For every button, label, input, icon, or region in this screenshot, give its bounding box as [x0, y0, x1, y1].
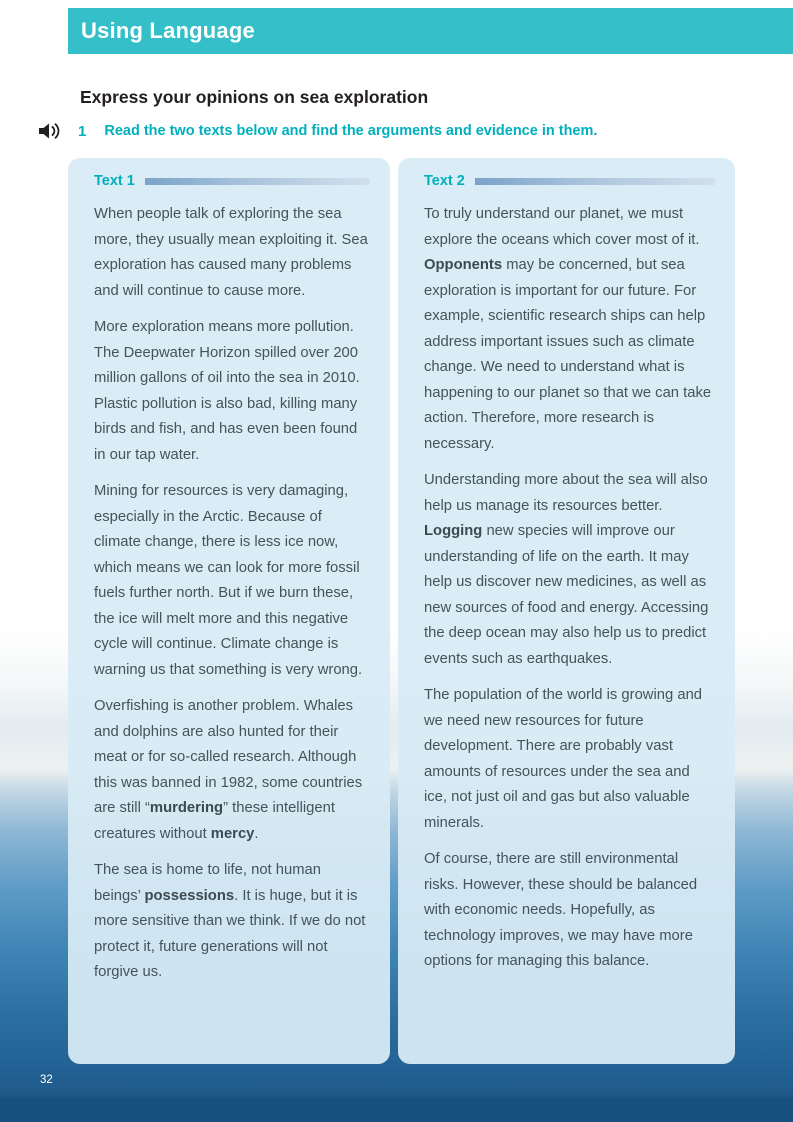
paragraph: The sea is home to life, not human beings’ possessions. It is huge, but it is more sensitive than we think. If we do not protect it, future generations will not forgive us. [94, 862, 366, 980]
chapter-header-bar [68, 8, 793, 54]
text-box-1-label: Text 1 [94, 173, 135, 189]
text-box-1-paragraphs [94, 202, 370, 986]
section-title: Express your opinions on sea exploration [80, 87, 429, 107]
text-box-2-header [424, 173, 715, 189]
paragraph: To truly understand our planet, we must explore the oceans which cover most of it. Opponents may be concerned, but sea exploration is important for our future. For example, scientific research ships can help address important issues such as climate change. We need to understand what is happening to our planet so that we can take action. Therefore, more research is necessary. [424, 206, 712, 452]
text-box-1 [68, 158, 390, 1064]
text-box-2-label: Text 2 [424, 173, 465, 189]
speaker-audio-icon [38, 121, 62, 141]
paragraph: Of course, there are still environmental risks. However, these should be balanced with economic needs. Hopefully, as technology improves, we may have more options for managing this balance. [424, 851, 698, 969]
text-box-2 [398, 158, 735, 1064]
paragraph: More exploration means more pollution. The Deepwater Horizon spilled over 200 million gallons of oil into the sea in 2010. Plastic pollution is also bad, killing many birds and fish, and has even been found in our tap water. [94, 319, 360, 463]
paragraph: When people talk of exploring the sea more, they usually mean exploiting it. Sea exploration has caused many problems and will continue to cause more. [94, 206, 368, 299]
paragraph: Overfishing is another problem. Whales and dolphins are also hunted for their meat or for so-called research. Although this was banned in 1982, some countries are still “murdering” these intelligent creatures without mercy. [94, 698, 363, 842]
activity-instruction: Read the two texts below and find the arguments and evidence in them. [104, 123, 598, 139]
paragraph: The population of the world is growing and we need new resources for future development. There are probably vast amounts of resources under the sea and ice, not just oil and gas but also valuable minerals. [424, 687, 703, 831]
text-box-1-rule [145, 178, 370, 185]
text-box-2-paragraphs [424, 202, 715, 975]
page-number: 32 [40, 1074, 53, 1086]
activity-number: 1 [78, 122, 87, 140]
text-box-2-rule [475, 178, 715, 185]
activity-row [38, 121, 597, 141]
paragraph: Mining for resources is very damaging, especially in the Arctic. Because of climate change, there is less ice now, which means we can look for more fossil fuels further north. But if we burn these, the ice will melt more and this negative cycle will continue. Climate change is warning us that something is very wrong. [94, 483, 363, 678]
chapter-title: Using Language [81, 18, 255, 43]
paragraph: Understanding more about the sea will also help us manage its resources better. Logging new species will improve our understanding of life on the earth. It may help us discover new medicines, as well as new sources of food and energy. Accessing the deep ocean may also help us to predict events such as earthquakes. [424, 472, 709, 667]
text-box-1-header [94, 173, 370, 189]
